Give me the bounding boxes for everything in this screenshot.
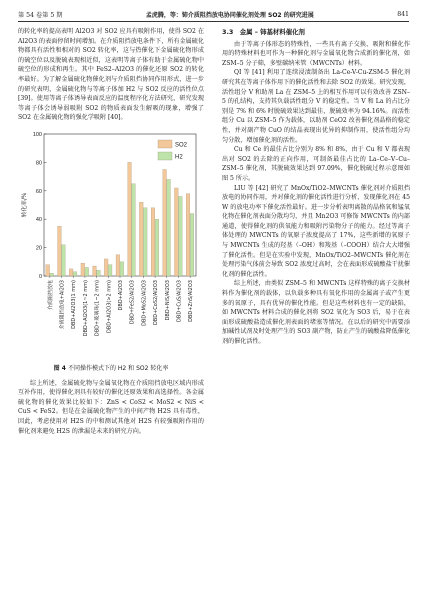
bar-h2 <box>155 219 159 276</box>
y-tick-label: 60 <box>35 188 42 195</box>
figure-4-chart <box>18 126 204 362</box>
bar-h2 <box>85 267 89 276</box>
bar-h2 <box>167 179 171 276</box>
plot-frame <box>44 134 196 276</box>
x-tick-label: DBD+Al2O3(1 mm) <box>71 279 78 329</box>
bar-so2 <box>163 169 167 276</box>
running-title: 孟虎腾，等：铈介质阻挡放电协同催化剂处理 SO2 的研究进展 <box>145 11 314 19</box>
y-tick-label: 100 <box>32 131 42 138</box>
bar-so2 <box>174 188 178 276</box>
bar-h2 <box>178 196 182 276</box>
x-tick-label: DBD+CuS/Al2O3 <box>176 279 183 322</box>
right-paragraph-4: LIU 等 [42] 研究了 MnOx/TiO2–MWCNTs 催化剂对介质阻挡放电的协同作用，并对催化剂的催化活性进行分析，发现催化剂在 45 W 的放电功率下催化活性最好。进一步分析表明离散的晶格氧和锰氧化物在催化剂表面分散均匀，并且 Mn2O3 可修饰 MWCNTs 的内部通道，使得催化剂的供氧能力和吸附污染物分子的能力。经过等离子体处理的 MWCNTs 的氧原子浓度提高了 17%，这些新增的氧原子与 MWCNTs 生成的羟基（–OH）和羧基（–COOH）结合大大增强了催化活性。但是在实验中发现，MnOx/TiO2–MWCNTs 催化剂在处理污染气体前会导致 SO2 浓度过高时，会在表面形成硫酸盐干扰催化剂的催化活性。 <box>222 184 410 278</box>
x-tick-label: DBD+ZnS/Al2O3 <box>188 279 195 322</box>
left-column <box>18 27 204 436</box>
section-title: 3.3 金属 – 铈基材料催化剂 <box>222 28 305 36</box>
bar-so2 <box>69 269 73 276</box>
x-tick-label: DBD+Al2O3(>2 mm) <box>106 279 113 333</box>
page-header <box>18 7 409 22</box>
x-tick-label: DBD+Al2O3 <box>118 279 124 311</box>
caption-text: 不同操作模式下的 H2 和 SO2 转化率 <box>68 364 169 372</box>
y-axis-label: 转化率/% <box>22 192 28 218</box>
right-paragraph-5: 综上所述，由类似 ZSM–5 和 MWCNTs 这样特殊的离子交换材料作为催化剂的载体，以负载多种具有氧化作用的金属离子或产生更多的氧原子，具有优异的催化性能。但是这些材料也有一定的缺陷，如 MWCNTs 材料合成的催化剂将 SO2 氧化为 SO3 后，易于在表面形成硫酸盐造成催化剂表面的堵塞等情况。在以后的研究中需要添加碱性试剂及时处理产生的 SO3 副产物，防止产生的硫酸盐降低催化剂的催化活性。 <box>222 280 410 345</box>
bar-so2 <box>104 259 108 276</box>
left-paragraph-2: 综上所述，金属硫化物与金属氧化物在介质阻挡放电区域内形成互补作用，使得催化剂具有较好的催化还原效果和高选择性。各金属硫化物的催化效果比较如下：ZnS < CoS2 < MoS2 < NiS < CuS < FeS2。但是在金属硫化物产生的中间产物 H2S 具有毒性，因此，考虑使用对 H2S 的中和测试其他对 H2S 有较强吸附作用的催化剂来避免 H2S 的泄漏是未来的研究方向。 <box>18 379 204 435</box>
right-column <box>222 27 410 347</box>
x-tick-label: DBD+CoS2/Al2O3 <box>153 279 160 325</box>
x-tick-label: DBD+FeS2/Al2O3 <box>129 279 136 325</box>
bar-so2 <box>46 265 50 276</box>
bar-h2 <box>62 245 66 276</box>
bar-h2 <box>97 270 101 276</box>
x-tick-label: DBD+Al2O3(1~2 mm) <box>82 279 89 337</box>
y-tick-label: 0 <box>38 273 42 280</box>
legend-swatch-so2 <box>158 140 172 148</box>
right-paragraph-3: Cu 和 Ce 的最佳占比分别为 8% 和 8%，由于 Cu 和 V 都表现出对 SO2 的去除的正向作用，可制备最佳占比的 La–Ce–V–Cu–ZSM–5 催化剂，其脱硫效果达到 97.09%，催化脱硫过程示意图如图 5 所示。 <box>222 146 410 182</box>
caption-label: 图 4 <box>53 364 66 372</box>
x-tick-label: DBD+MoS2/Al2O3 <box>141 279 148 326</box>
bar-so2 <box>58 226 62 276</box>
bar-h2 <box>143 208 147 276</box>
bar-so2 <box>151 208 155 276</box>
bar-so2 <box>116 255 120 276</box>
x-tick-label: 介质阻挡放电+Al2O3 <box>59 279 66 330</box>
right-paragraph-2: QI 等 [41] 利用了连续浸渍制备出 La-Ce-V-Cu-ZSM-5 催化剂研究其在等离子体作用下的催化活性和去除 SO2 的效果。研究发现，活性组分 V 和助剂 La 在 ZSM–5 上的相互作用可以有效改善 ZSN–5 的孔结构，支持其负载活性组分 V 的稳定性。当 V 和 La 的占比分别是 7% 和 6% 时脱硫效果达到最佳，脱硫效率为 94.16%。而活性组分 Cu 以 ZSM–5 作为载体，以助剂 CeO2 改善催化剂晶格的稳定性，并对副产物 CuO 的结晶表现出优异的抑制作用，使活性组分均匀分散，增加催化剂的活性。 <box>222 69 410 144</box>
y-tick-label: 40 <box>35 217 42 224</box>
bar-so2 <box>186 194 190 276</box>
x-tick-label: DBD+NiS/Al2O3 <box>164 279 171 321</box>
bar-h2 <box>132 184 136 276</box>
bar-h2 <box>50 273 54 276</box>
bar-h2 <box>190 213 194 275</box>
x-tick-label: 介质阻挡放电 <box>47 279 54 310</box>
right-paragraph-1: 由于等离子体形态的特殊性，一些具有离子交换、吸附和催化作用的特殊材料也可作为一种催化剂与金属氧化物合成新的催化剂，如 ZSM–5 分子筛，多壁碳纳米管（MWCNTs）材料。 <box>222 40 410 67</box>
figure-4-caption <box>18 364 204 374</box>
journal-volume: 第 54 卷第 5 期 <box>18 11 63 19</box>
bar-so2 <box>139 202 143 276</box>
bar-so2 <box>128 162 132 276</box>
bar-h2 <box>73 272 77 276</box>
bar-so2 <box>81 263 85 276</box>
y-tick-label: 80 <box>35 160 42 167</box>
page-number: 841 <box>397 10 409 18</box>
legend-swatch-h2 <box>158 152 172 160</box>
y-tick-label: 20 <box>35 245 42 252</box>
bar-h2 <box>120 262 124 276</box>
legend-label-so2: SO2 <box>175 142 188 149</box>
legend-label-h2: H2 <box>175 154 183 161</box>
left-paragraph-1: 的转化率的提高表明 Al2O3 对 SO2 应具有吸附作用，使得 SO2 在 Al2O3 的表面停留时间增加。在介质阻挡放电条件下，所有金属硫化物都具有活性和相对的 SO2 转化率，这与热催化下金属硫化物形成的硫空位以及脱硫表现相近似，这表明等离子体有助于金属硫化物中硫空位的形成和再生。其中 FeS2–Al2O3 的催化还原 SO2 的转化率最好。为了解金属硫化物催化剂与介质阻挡协同作用形式，进一步的研究表明，金属硫化物与等离子体加 H2 与 SO2 反应的活性位点 [39]。使用等离子体诱导表面反应的温度程序化方法研究，研究发现等离子体会诱导弱吸附 SO2 的物质表面发生解吸的现象，增强了 SO2 在金属硫化物的强化学吸附 [40]。 <box>18 28 204 122</box>
bar-h2 <box>108 265 112 276</box>
x-tick-label: DBD+玻璃珠(1~2 mm) <box>94 279 101 337</box>
bar-chart <box>18 126 204 362</box>
bar-so2 <box>93 266 97 276</box>
